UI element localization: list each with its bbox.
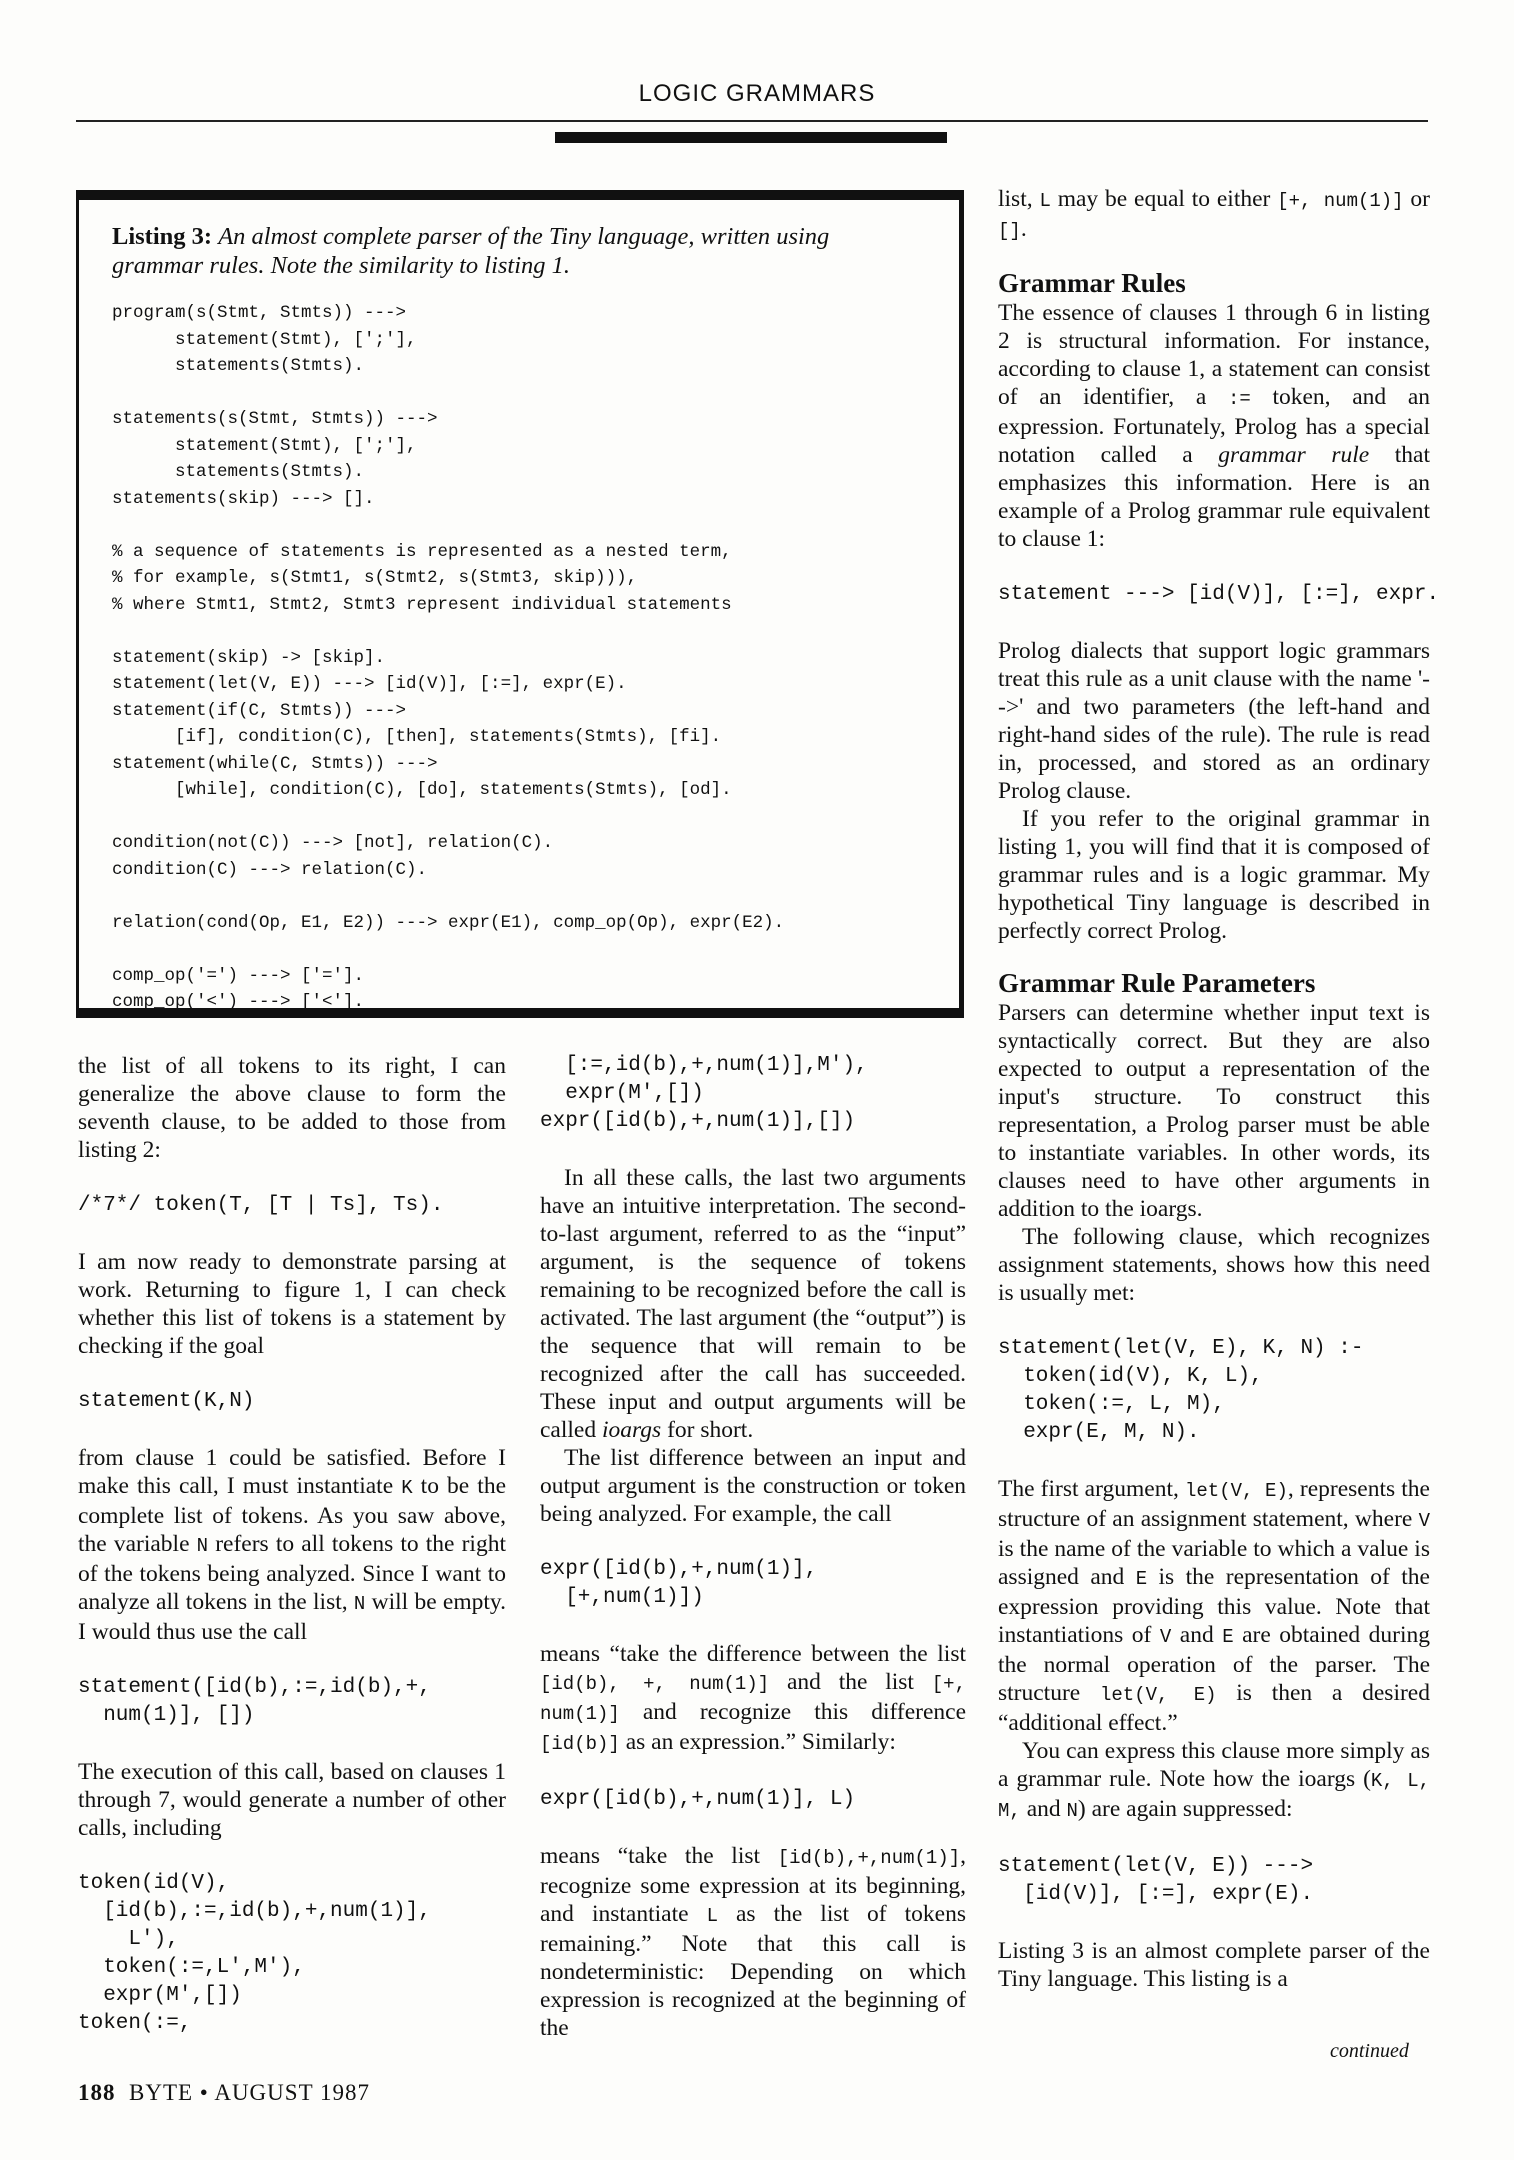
continued-label: continued <box>1330 2040 1409 2062</box>
paragraph: In all these calls, the last two arguments have an intuitive interpretation. The second-to-last argument, referred to as the “input” argument, is the sequence of tokens remaining to be recognized before the call is activated. The last argument (the “output”) is the sequence that will remain to be recognized after the call has succeeded. These input and output arguments will be called ioargs for short. <box>540 1165 966 1443</box>
running-header: LOGIC GRAMMARS <box>638 80 876 107</box>
code-block: token(id(V), [id(b),:=,id(b),+,num(1)], L'), token(:=,L',M'), expr(M',[]) token(:=, <box>78 1872 431 2035</box>
code-line: statement ---> [id(V)], [:=], expr. <box>998 583 1440 606</box>
code-block: expr([id(b),+,num(1)], [+,num(1)]) <box>540 1558 818 1609</box>
paragraph: Listing 3 is an almost complete parser of the Tiny language. This listing is a <box>998 1938 1430 1992</box>
paragraph: If you refer to the original grammar in listing 1, you will find that it is composed of grammar rules and is a logic grammar. My hypothetical Tiny language is described in perfectly correct Prolog. <box>998 806 1430 944</box>
paragraph: means “take the list [id(b),+,num(1)], recognize some expression at its beginning, and instantiate L as the list of tokens remaining.” Note that this call is nondeterministic: Depending on which expression is recognized at the beginning of the <box>540 1843 967 2041</box>
listing-label: Listing 3: <box>112 223 213 250</box>
section-heading: Grammar Rule Parameters <box>998 968 1316 998</box>
section-heading: Grammar Rules <box>998 268 1186 298</box>
header-rule <box>76 120 1428 122</box>
magazine-issue: BYTE • AUGUST 1987 <box>129 2080 370 2105</box>
paragraph: Parsers can determine whether input text is syntactically correct. But they are also expected to output a representation of the input's structure. To construct this representation, a Prolog parser must be able to instantiate variables. In other words, its clauses need to have other arguments in addition to the ioargs. <box>998 1000 1430 1222</box>
column-3 <box>998 185 1440 1993</box>
paragraph: the list of all tokens to its right, I can generalize the above clause to form the seventh clause, to be added to those from listing 2: <box>78 1053 506 1163</box>
column-2 <box>540 1052 966 2042</box>
column-1 <box>78 1052 506 2038</box>
code-line: /*7*/ token(T, [T | Ts], Ts). <box>78 1194 444 1217</box>
paragraph: I am now ready to demonstrate parsing at work. Returning to figure 1, I can check whether this list of tokens is a statement by checking if the goal <box>78 1249 506 1359</box>
page-number: 188 <box>78 2080 116 2105</box>
code-block: [:=,id(b),+,num(1)],M'), expr(M',[]) expr([id(b),+,num(1)],[]) <box>540 1054 868 1133</box>
listing-box-left-edge <box>76 196 79 1018</box>
paragraph: The execution of this call, based on clauses 1 through 7, would generate a number of other calls, including <box>78 1759 506 1841</box>
code-block: statement(let(V, E), K, N) :- token(id(V), K, L), token(:=, L, M), expr(E, M, N). <box>998 1337 1364 1444</box>
header-bar <box>555 132 947 143</box>
paragraph: The essence of clauses 1 through 6 in listing 2 is structural information. For instance, according to clause 1, a statement can consist of an identifier, a := token, and an expression. Fortunately, Prolog has a special notation called a grammar rule that emphasizes this information. Here is an example of a Prolog grammar rule equivalent to clause 1: <box>998 300 1431 552</box>
paragraph: You can express this clause more simply as a grammar rule. Note how the ioargs (K, L, M, and N) are again suppressed: <box>998 1738 1430 1822</box>
listing-caption <box>112 222 912 280</box>
paragraph: list, L may be equal to either [+, num(1)] or []. <box>998 186 1431 242</box>
page-footer <box>78 2080 370 2106</box>
listing-caption-text: An almost complete parser of the Tiny language, written using grammar rules. Note the similarity to listing 1. <box>112 223 830 279</box>
paragraph: Prolog dialects that support logic grammars treat this rule as a unit clause with the name '-->' and two parameters (the left-hand and right-hand sides of the rule). The rule is read in, processed, and stored as an ordinary Prolog clause. <box>998 638 1430 804</box>
code-block: statement(let(V, E)) ---> [id(V)], [:=], expr(E). <box>998 1855 1314 1906</box>
code-line: statement(K,N) <box>78 1390 255 1413</box>
code-block: statement([id(b),:=,id(b),+, num(1)], []) <box>78 1676 431 1727</box>
paragraph: The list difference between an input and output argument is the construction or token being analyzed. For example, the call <box>540 1445 966 1527</box>
listing-code: program(s(Stmt, Stmts)) ---> statement(Stmt), [';'], statements(Stmts). statements(s(Stmt, Stmts)) ---> statement(Stmt), [';'], statements(Stmts). statements(skip) ---> []. % a sequence of statements is represented as a nested term, % for example, s(Stmt1, s(Stmt2, s(Stmt3, skip))), % where Stmt1, Stmt2, Stmt3 represent individual statements statement(skip) -> [skip]. statement(let(V, E)) ---> [id(V)], [:=], expr(E). statement(if(C, Stmts)) ---> [if], condition(C), [then], statements(Stmts), [fi]. statement(while(C, Stmts)) ---> [while], condition(C), [do], statements(Stmts), [od]. condition(not(C)) ---> [not], relation(C). condition(C) ---> relation(C). relation(cond(Op, E1, E2)) ---> expr(E1), comp_op(Op), expr(E2). comp_op('=') ---> ['=']. comp_op('<') ---> ['<']. <box>112 303 785 1012</box>
paragraph: from clause 1 could be satisfied. Before I make this call, I must instantiate K to be the complete list of tokens. As you saw above, the variable N refers to all tokens to the right of the tokens being analyzed. Since I want to analyze all tokens in the list, N will be empty. I would thus use the call <box>78 1445 507 1645</box>
paragraph: means “take the difference between the list [id(b), +, num(1)] and the list [+, num(1)] and recognize this difference [id(b)] as an expression.” Similarly: <box>540 1641 966 1755</box>
paragraph: The first argument, let(V, E), represents the structure of an assignment statement, where V is the name of the variable to which a value is assigned and E is the representation of the expression providing this value. Note that instantiations of V and E are obtained during the normal operation of the parser. The structure let(V, E) is then a desired “additional effect.” <box>998 1476 1431 1736</box>
code-line: expr([id(b),+,num(1)], L) <box>540 1788 856 1811</box>
paragraph: The following clause, which recognizes assignment statements, shows how this need is usually met: <box>998 1224 1430 1306</box>
